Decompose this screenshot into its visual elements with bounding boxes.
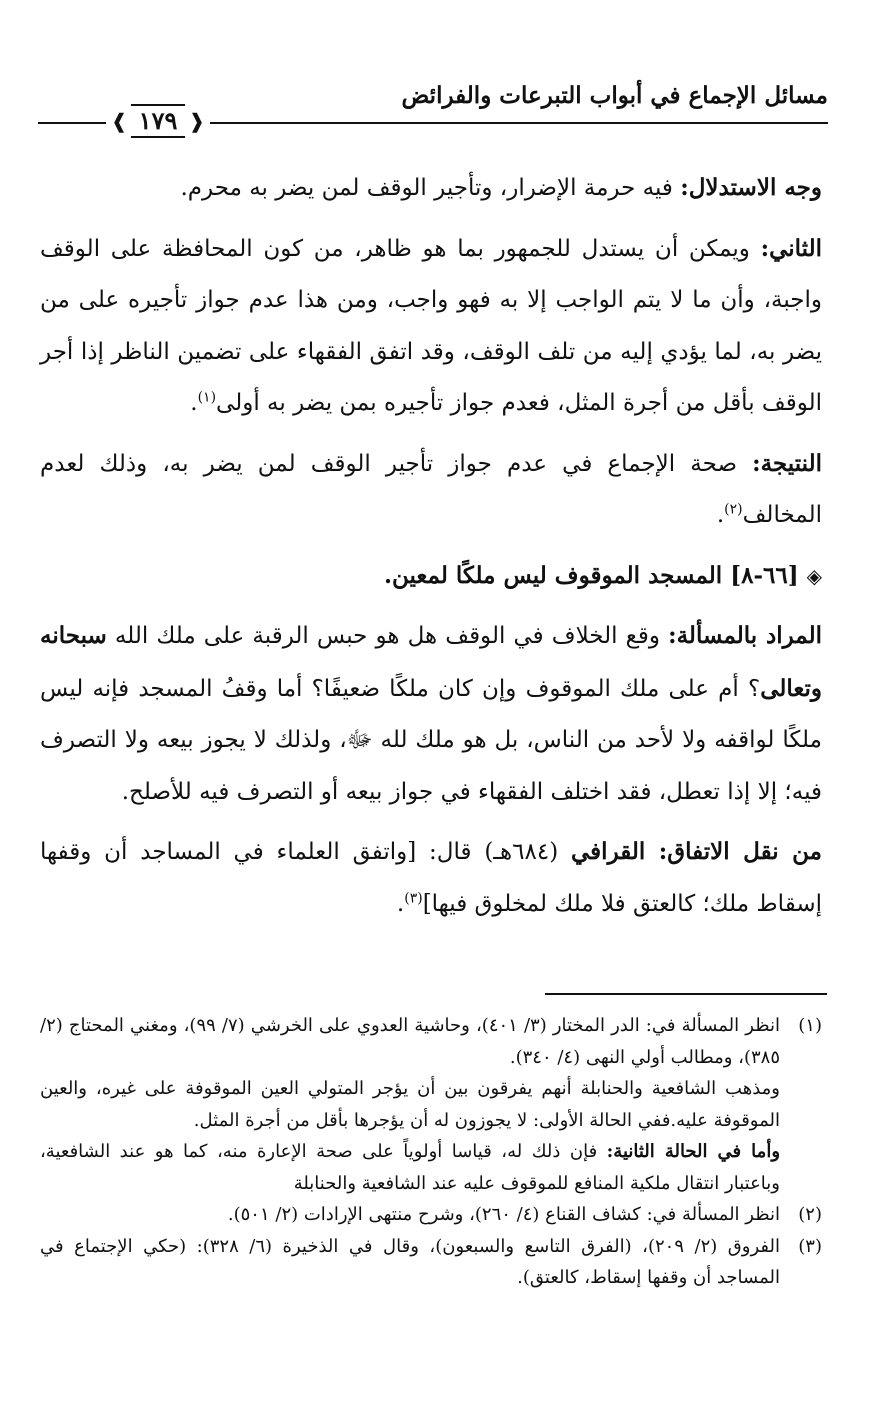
footnote-rule (545, 993, 827, 995)
paragraph-lead: النتيجة: (752, 449, 822, 477)
footnote-lead: وأما في الحالة الثانية: (606, 1141, 781, 1162)
footnote-2 (40, 1199, 822, 1231)
paragraph-istidlal (40, 162, 822, 215)
paragraph-bold: سبحانه وتعالى (40, 622, 822, 702)
footnote-text: انظر المسألة في: كشاف القناع (٤/ ٢٦٠)، وشرح منتهى الإرادات (٢/ ٥٠١). (227, 1204, 780, 1225)
footnote-body (40, 1010, 780, 1073)
paragraph-end: . (716, 502, 725, 528)
paragraph-second (40, 223, 822, 430)
footnote-3 (40, 1231, 822, 1294)
paragraph-text: صحة الإجماع في عدم جواز تأجير الوقف لمن يضر به، وذلك لعدم المخالف (40, 450, 822, 528)
page-number-frame (106, 102, 210, 140)
paragraph-end: . (190, 390, 198, 416)
footnote-text: انظر المسألة في: الدر المختار (٣/ ٤٠١)، وحاشية العدوي على الخرشي (٧/ ٩٩)، ومغني المحتاج (٢/ ٣٨٥)، ومطالب أولي النهى (٤/ ٣٤٠). (40, 1015, 780, 1068)
paragraph-text: ؟ أم على ملك الموقوف وإن كان ملكًا ضعيفًا؟ أما وقفُ المسجد فإنه ليس ملكًا لواقفه ولا لأحد من الناس، بل هو ملك لله ﷻ، ولذلك لا يجوز بيعه ولا التصرف فيه؛ إلا إذا تعطل، فقد اختلف الفقهاء في جواز بيعه أو التصرف فيه للأصلح. (40, 675, 822, 805)
footnote-ref: (٢) (724, 501, 743, 518)
running-title: مسائل الإجماع في أبواب التبرعات والفرائض (401, 82, 828, 109)
paragraph-text: فيه حرمة الإضرار، وتأجير الوقف لمن يضر به محرم. (180, 175, 681, 201)
ornament-icon: ❰ (188, 109, 206, 133)
ornament-icon: ❱ (110, 109, 128, 133)
issue-heading (40, 550, 822, 603)
footnote-body (40, 1199, 780, 1231)
paragraph-text: (٦٨٤هـ) قال: [واتفق العلماء في المساجد أن وقفها إسقاط ملك؛ كالعتق فلا ملك لمخلوق فيها] (40, 839, 822, 917)
footnote-text: فإن ذلك له، قياسا أولوياً على صحة الإعارة منه، كما هو عند الشافعية، وباعتبار انتقال ملكية المنافع للموقوف عليه عند الشافعية والحنابلة (40, 1141, 780, 1194)
page-number: ١٧٩ (131, 104, 186, 138)
footnote-number: (٣) (798, 1235, 822, 1257)
footnote-body (40, 1231, 780, 1294)
footnote-ref: (٣) (404, 889, 423, 906)
paragraph-lead: وجه الاستدلال: (680, 174, 822, 201)
paragraph-lead: من نقل الاتفاق: القرافي (571, 838, 822, 865)
footnote-1 (40, 1010, 822, 1073)
paragraph-consensus (40, 826, 822, 930)
paragraph-result (40, 438, 822, 542)
footnote-continuation: ومذهب الشافعية والحنابلة أنهم يفرقون بين أن يؤجر المتولي العين الموقوفة على غيره، والعين الموقوفة عليه.ففي الحالة الأولى: لا يجوزون له أن يؤجرها بأقل من أجرة المثل. (40, 1078, 780, 1131)
paragraph-text: وقع الخلاف في الوقف هل هو حبس الرقبة على ملك الله (106, 623, 669, 649)
paragraph-end: . (396, 890, 405, 917)
footnote-ref: (١) (197, 389, 217, 406)
paragraph-lead: الثاني: (760, 234, 822, 262)
footnote-text: الفروق (٢/ ٢٠٩)، (الفرق التاسع والسبعون)، وقال في الذخيرة (٦/ ٣٢٨): (حكي الإجتماع في المساجد أن وقفها إسقاط، كالعتق). (40, 1235, 780, 1288)
footnote-number: (١) (798, 1015, 822, 1036)
footnotes (40, 1010, 822, 1294)
page-header (38, 78, 828, 138)
paragraph-meaning (40, 610, 822, 818)
footnote-number: (٢) (798, 1204, 822, 1225)
diamond-icon: ◈ (806, 563, 822, 588)
footnote-continuation (40, 1136, 780, 1199)
paragraph-text: ويمكن أن يستدل للجمهور بما هو ظاهر، من كون المحافظة على الوقف واجبة، وأن ما لا يتم الواجب إلا به فهو واجب، ومن هذا عدم جواز تأجيره على من يضر به، لما يؤدي إليه من تلف الوقف، وقد اتفق الفقهاء على تضمين الناظر إذا أجر الوقف بأقل من أجرة المثل، فعدم جواز تأجيره بمن يضر به أولى (40, 235, 822, 416)
issue-title: [٦٦-٨] المسجد الموقوف ليس ملكًا لمعين. (383, 561, 799, 589)
paragraph-lead: المراد بالمسألة: (668, 622, 823, 649)
main-text (40, 162, 822, 938)
